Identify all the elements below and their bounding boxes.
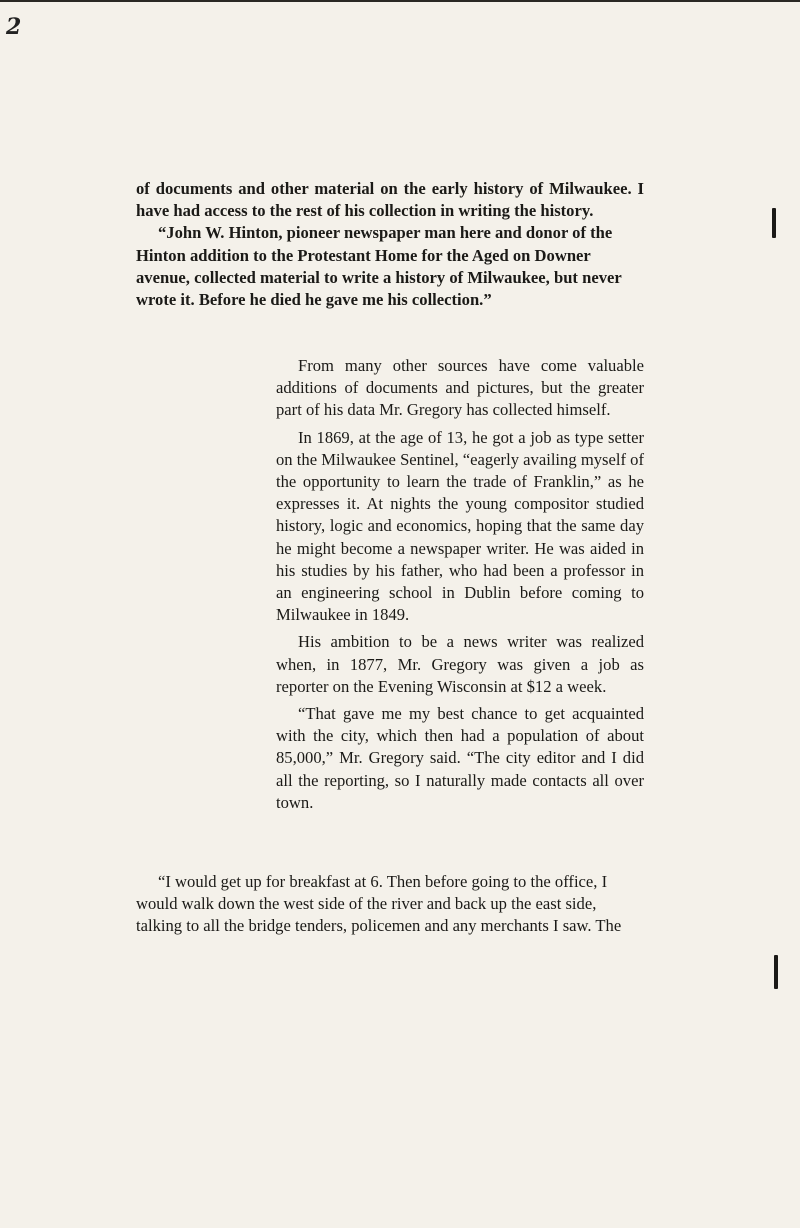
paragraph-breakfast-quote: “I would get up for breakfast at 6. Then before going to the office, I would walk down the west side of the river and back up the east side, talking to all the bridge tenders, policemen and any merchants I saw. The (136, 872, 622, 936)
margin-mark-lower (774, 955, 778, 989)
paragraph-documents: of documents and other material on the early history of Milwaukee. I have had access to the rest of his collection in writing the history. (136, 179, 644, 221)
page-number: 2 (6, 14, 22, 40)
top-edge-rule (0, 0, 800, 2)
opening-text-block (136, 178, 644, 311)
paragraph-other-sources: From many other sources have come valuable additions of documents and pictures, but the greater part of his data Mr. Gregory has collected himself. (276, 356, 644, 420)
paragraph-news-writer-ambition: His ambition to be a news writer was realized when, in 1877, Mr. Gregory was given a job as reporter on the Evening Wisconsin at $12 a week. (276, 632, 644, 696)
paragraph-best-chance-quote: “That gave me my best chance to get acquainted with the city, which then had a population of about 85,000,” Mr. Gregory said. “The city editor and I did all the reporting, so I naturally made contacts all over town. (276, 704, 644, 812)
paragraph-1869-type-setter: In 1869, at the age of 13, he got a job as type setter on the Milwaukee Sentinel, “eagerly availing myself of the opportunity to learn the trade of Franklin,” as he expresses it. At nights the young compositor studied history, logic and economics, hoping that the same day he might become a newspaper writer. He was aided in his studies by his father, who had been a professor in an engineering school in Dublin before coming to Milwaukee in 1849. (276, 427, 644, 625)
narrow-column-text-block (276, 355, 644, 814)
margin-mark-upper (772, 208, 776, 238)
closing-text-block (136, 871, 644, 938)
paragraph-hinton-quote: “John W. Hinton, pioneer newspaper man here and donor of the Hinton addition to the Protestant Home for the Aged on Downer avenue, collected material to write a history of Milwaukee, but never wrote it. Before he died he gave me his collection.” (136, 223, 622, 310)
